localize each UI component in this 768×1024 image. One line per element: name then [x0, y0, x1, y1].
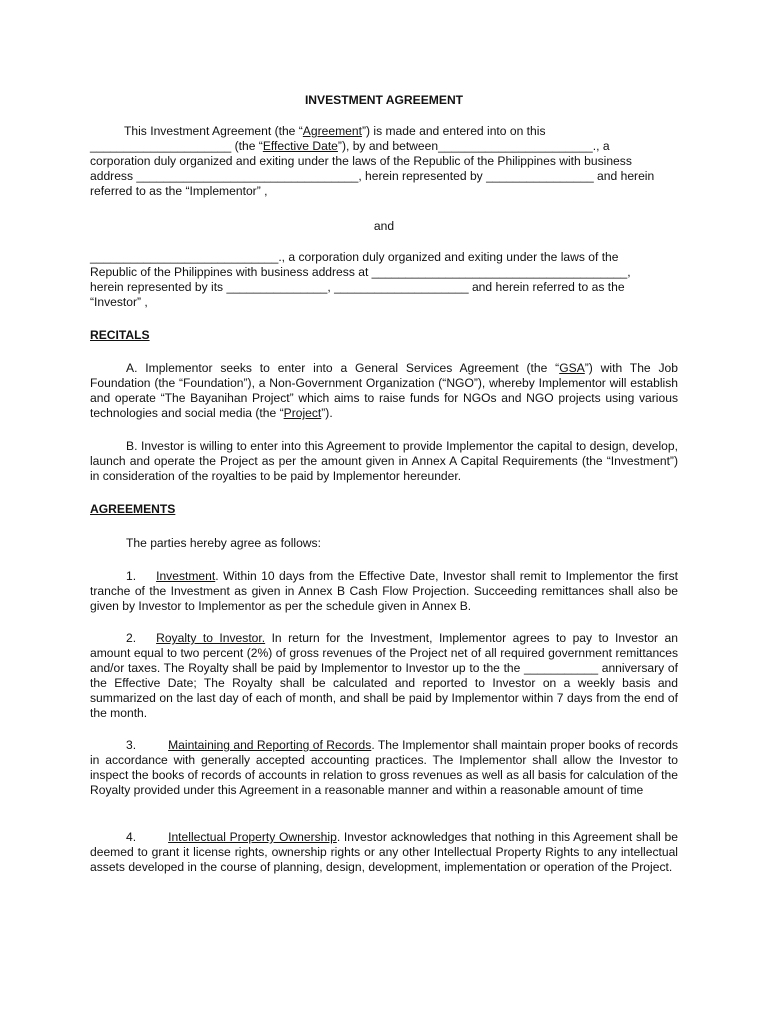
- project-defined-term: Project: [283, 406, 322, 420]
- item-number: 2.: [126, 631, 137, 645]
- item-title: Maintaining and Reporting of Records: [168, 738, 372, 752]
- investor-paragraph: [90, 250, 678, 310]
- intro-line-4: address _________________________________, herein represented by ________________ and herein: [90, 169, 655, 183]
- item-text: . The Implementor shall maintain proper books of records in accordance with generally accepted accounting practices. The Implementor shall allow the Investor to inspect the books of records of accounts in relation to gross revenues as well as all basis for calculation of the Royalty provided under this Agreement in a reasonable manner and within a reasonable amount of time: [90, 738, 678, 797]
- item-number: 4.: [126, 830, 137, 844]
- investor-line-1: ____________________________., a corporation duly organized and exiting under the laws of the: [90, 250, 619, 264]
- agreement-item-4: [90, 830, 678, 875]
- recital-a: A. Implementor seeks to enter into a General Services Agreement (the “GSA”) with The Job Foundation (the “Foundation”), a Non-Government Organization (“NGO”), whereby Implementor will establish and operate “The Bayanihan Project” which aims to raise funds for NGOs and NGO projects using various technologies and social media (the “Project”).: [90, 361, 678, 420]
- item-number: 1.: [126, 569, 137, 583]
- intro-line-3: corporation duly organized and exiting under the laws of the Republic of the Philippines with business: [90, 154, 632, 168]
- intro-paragraph: [90, 124, 678, 199]
- item-title: Intellectual Property Ownership: [168, 830, 337, 844]
- investor-line-4: “Investor” ,: [90, 295, 148, 309]
- agreements-intro: The parties hereby agree as follows:: [126, 536, 321, 550]
- agreement-item-3: [90, 738, 678, 798]
- effective-date-defined-term: Effective Date: [262, 139, 338, 153]
- intro-line-5: referred to as the “Implementor” ,: [90, 184, 268, 198]
- investor-line-3: herein represented by its _______________, ____________________ and herein referred to as the: [90, 280, 625, 294]
- investor-line-2: Republic of the Philippines with business address at ______________________________________,: [90, 265, 631, 279]
- agreements-heading: AGREEMENTS: [90, 502, 176, 516]
- item-text: . Investor acknowledges that nothing in this Agreement shall be deemed to grant it license rights, ownership rights or any other Intellectual Property Rights to any intellectual assets developed in the course of planning, design, development, implementation or operation of the Project.: [90, 830, 678, 874]
- agreement-item-1: [90, 569, 678, 614]
- recital-b: B. Investor is willing to enter into this Agreement to provide Implementor the capital to design, develop, launch and operate the Project as per the amount given in Annex A Capital Requirements (the “Investment”) in consideration of the royalties to be paid by Implementor hereunder.: [90, 439, 678, 483]
- intro-line-1: This Investment Agreement (the “Agreement”) is made and entered into on this: [124, 124, 546, 138]
- and-connector: and: [373, 219, 395, 233]
- gsa-defined-term: GSA: [559, 361, 585, 375]
- agreement-item-2: [90, 631, 678, 721]
- item-title: Royalty to Investor.: [156, 631, 266, 645]
- recitals-heading: RECITALS: [90, 328, 150, 342]
- intro-line-2: _____________________ (the “Effective Date”), by and between_______________________., a: [90, 139, 610, 153]
- agreement-defined-term: Agreement: [302, 124, 362, 138]
- item-text: In return for the Investment, Implementor agrees to pay to Investor an amount equal to two percent (2%) of gross revenues of the Project net of all required government remittances and/or taxes. The Royalty shall be paid by Implementor to Investor up to the the ___________ anniversary of the Effective Date; The Royalty shall be calculated and reported to Investor on a weekly basis and summarized on the last day of each of month, and shall be paid by Implementor within 7 days from the end of the month.: [90, 631, 678, 720]
- item-number: 3.: [126, 738, 137, 752]
- item-text: . Within 10 days from the Effective Date, Investor shall remit to Implementor the first tranche of the Investment as given in Annex B Cash Flow Projection. Succeeding remittances shall also be given by Investor to Implementor as per the schedule given in Annex B.: [90, 569, 678, 613]
- document-title: INVESTMENT AGREEMENT: [304, 93, 464, 107]
- item-title: Investment: [156, 569, 216, 583]
